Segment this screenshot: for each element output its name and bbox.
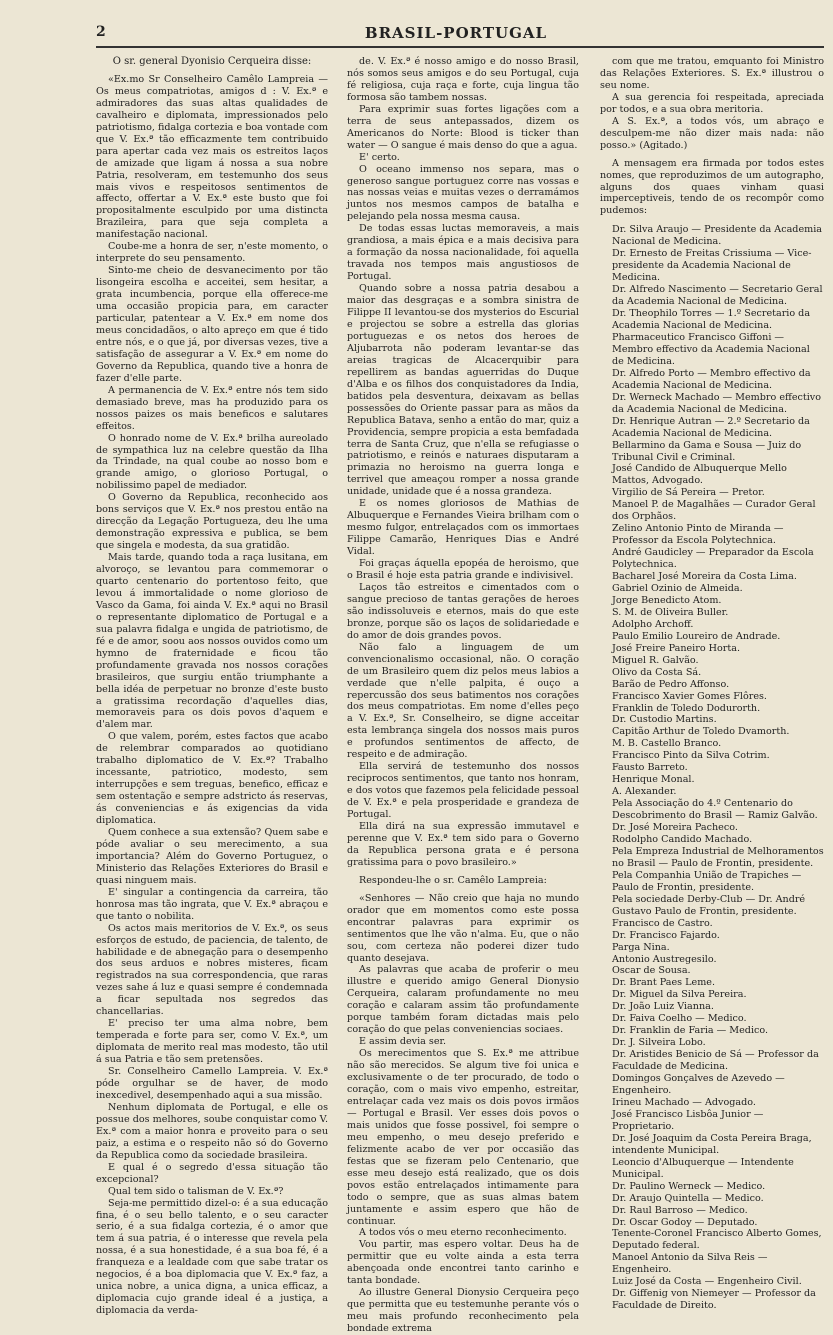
column-1 <box>96 56 328 1317</box>
signatory-entry: Miguel R. Galvão. <box>612 654 699 666</box>
paragraph: O sr. general Dyonisio Cerqueira disse: <box>112 56 312 67</box>
paragraph: E qual é o segredo d'essa situação tão excepcional? <box>96 1161 328 1185</box>
paragraph: As palavras que acaba de proferir o meu illustre e querido amigo General Dionysio Cerqueira, calaram profundamente no meu coração e calaram assim tão profundamente porque também foram dictadas mais pelo coração do que pelas conveniencias sociaes. <box>347 964 579 1036</box>
signatory-entry: Dr. José Moreira Pacheco. <box>612 822 738 834</box>
signatory-entry: Fausto Barreto. <box>612 762 688 774</box>
paragraph: Quando sobre a nossa patria desabou a maior das desgraças e a sombra sinistra de Filippe II levantou-se dos mysterios do Escurial e projectou se sobre a estrella das glorias portuguezas e os netos dos heroes de Aljubarrota não poderam levantar-se das areias tragicas de Alcacerquibir para repellirem as bandas aguerridas do Duque d'Alba e os filhos dos conquistadores da India, batidos pela desventura, deixavam as bellas possessões do Oriente passar para as mãos da Republica Batava, senho a então do mar, quiz a Providencia, sempre propicia a esta bemfadada terra de Santa Cruz, que n'ella se refugiasse o patriotismo, e reinós e naturaes disputaram a primazia no heroismo na guerra longa e terrivel que ameaçou romper a nossa grande unidade, unidade que é a nossa grandeza. <box>347 283 579 498</box>
paragraph: A permanencia de V. Ex.ª entre nós tem sido demasiado breve, mas ha produzido para os nossos paizes os mais beneficos e salutares effeitos. <box>96 384 328 432</box>
signatory-entry: Capitão Arthur de Toledo Dvamorth. <box>612 726 790 738</box>
signatory-entry: Dr. J. Silveira Lobo. <box>612 1037 706 1049</box>
paragraph: com que me tratou, emquanto foi Ministro das Relações Exteriores. S. Ex.ª illustrou o seu nome. <box>600 56 824 91</box>
paragraph: A mensagem era firmada por todos estes nomes, que reproduzimos de um autographo, alguns dos quaes vinham quasi imperceptiveis, tendo de os recompôr como pudemos: <box>600 157 824 217</box>
signatory-entry: Francisco Pinto da Silva Cotrim. <box>612 750 770 762</box>
page-number: 2 <box>96 24 106 40</box>
signatory-entry: José Candido de Albuquerque Mello Mattos, Advogado. <box>612 463 787 487</box>
signatory-entry: Francisco de Castro. <box>612 917 713 929</box>
signatory-entry: Henrique Monal. <box>612 774 695 786</box>
paragraph: Sr. Conselheiro Camello Lampreia. V. Ex.ª póde orgulhar se de haver, de modo inexcedivel, desempenhado aqui a sua missão. <box>96 1066 328 1101</box>
paragraph: Respondeu-lhe o sr. Camêlo Lampreia: <box>359 874 547 886</box>
signatory-entry: Bacharel José Moreira da Costa Lima. <box>612 571 797 583</box>
paragraph: Os actos mais meritorios de V. Ex.ª, os seus esforços de estudo, de paciencia, de talento, de habilidade e de abnegação para o desempenho dos seus arduos e nobres misteres, ficam registrados na sua correspondencia, que raras vezes sahe á luz e quasi sempre é condemnada a ficar sepultada nos segredos das chancellarias. <box>96 922 328 1018</box>
signatory-entry: Irineu Machado — Advogado. <box>612 1096 756 1108</box>
paragraph: Laços tão estreitos e cimentados com o sangue precioso de tantas gerações de heroes são indissoluveis e eternos, mais do que este bronze, porque são os laços de solidariedade e do amor de dois grandes povos. <box>347 581 579 641</box>
signatory-entry: Parga Nina. <box>612 941 670 953</box>
signatory-entry: Antonio Austregesilo. <box>612 953 717 965</box>
paragraph: E' preciso ter uma alma nobre, bem temperada e forte para ser, como V. Ex.ª, um diplomata de merito real mas modesto, tão util á sua Patria e tão sem pretensões. <box>96 1018 328 1066</box>
paragraph: Ella dirá na sua expressão immutavel e perenne que V. Ex.ª tem sido para o Governo da Republica persona grata e é persona gratissima para o povo brasileiro.» <box>347 821 579 868</box>
paragraph: Mais tarde, quando toda a raça lusitana, em alvoroço, se levantou para commemorar o quarto centenario do portentoso feito, que levou á immortalidade o nome glorioso de Vasco da Gama, foi ainda V. Ex.ª aqui no Brasil o representante diplomatico de Portugal e a sua palavra fidalga e ungida de patriotismo, de fé e de amor, soou aos nossos ouvidos como um hymno de fraternidade e ficou tão profundamente gravada nos nossos corações brasileiros, que surgiu então triumphante a bella idéa de perpetuar no bronze d'este busto a gratissima recordação d'aquelles dias, memoraveis para os dois povos d'aquem e d'alem mar. <box>96 552 328 731</box>
signatory-entry: Pharmaceutico Francisco Giffoni — Membro effectivo da Academia Nacional de Medicina. <box>612 331 810 367</box>
signatory-entry: Dr. Paulino Werneck — Medico. <box>612 1180 766 1192</box>
signatory-entry: Dr. Silva Araujo — Presidente da Academia Nacional de Medicina. <box>612 224 823 248</box>
signatory-entry: Dr. Faiva Coelho — Medico. <box>612 1013 747 1025</box>
paragraph: Foi graças áquella epopéa de heroismo, que o Brasil é hoje esta patria grande e indivisivel. <box>347 558 579 581</box>
signatory-entry: Dr. Custodio Martins. <box>612 714 717 726</box>
signatory-entry: Bellarmino da Gama e Sousa — Juiz do Tribunal Civil e Criminal. <box>612 439 802 463</box>
paragraph: Coube-me a honra de ser, n'este momento, o interprete do seu pensamento. <box>96 241 328 265</box>
signatory-entry: S. M. de Oliveira Buller. <box>612 606 729 618</box>
signatory-entry: Franklin de Toledo Dodurorth. <box>612 702 761 714</box>
paragraph: E' certo. <box>359 151 400 163</box>
signatory-entry: Pela Companhia União de Trapiches — Paulo de Frontin, presidente. <box>612 869 802 893</box>
signatory-entry: Paulo Emilio Loureiro de Andrade. <box>612 630 781 642</box>
signatory-entry: Adolpho Archoff. <box>612 618 694 630</box>
column-3 <box>600 56 824 1312</box>
paragraph: O honrado nome de V. Ex.ª brilha aureolado de sympathica luz na celebre questão da Ilha da Trindade, na qual coube ao nosso bom e grande amigo, o glorioso Portugal, o nobilissimo papel de mediador. <box>96 432 328 492</box>
paragraph: Os merecimentos que S. Ex.ª me attribue não são merecidos. Se algum tive foi unica e exclusivamente o de ter procurado, de todo o coração, com o mais vivo empenho, estreitar, entrelaçar cada vez mais os dois povos irmãos — Portugal e Brasil. Ver esses dois povos o mais unidos que fosse possivel, foi sempre o meu empenho, o meu desejo preferido e felizmente acabo de ver por occasião das festas que se fizeram pelo Centenario, que esse meu desejo está realizado, que os dois povos estão entrelaçados intimamente para todo o sempre, que as suas almas batem juntamente e assim espero que hão de continuar. <box>347 1048 579 1227</box>
paragraph: Para exprimir suas fortes ligações com a terra de seus antepassados, dizem os Americanos do Norte: Blood is ticker than water — O sangue é mais denso do que a agua. <box>347 103 579 151</box>
signatory-entry: Dr. Araujo Quintella — Medico. <box>612 1192 764 1204</box>
signatory-entry: Dr. Henrique Autran — 2.º Secretario da Academia Nacional de Medicina. <box>612 415 810 439</box>
paragraph: O Governo da Republica, reconhecido aos bons serviços que V. Ex.ª nos prestou então na direcção da Legação Portugueza, deu lhe uma demonstração expressiva e publica, se bem que singela e modesta, da sua gratidão. <box>96 492 328 552</box>
paragraph: E' singular a contingencia da carreira, tão honrosa mas tão ingrata, que V. Ex.ª abraçou e que tanto o nobilita. <box>96 886 328 922</box>
signatory-entry: Dr. Theophilo Torres — 1.º Secretario da Academia Nacional de Medicina. <box>612 308 811 332</box>
signatory-entry: Pela sociedade Derby-Club — Dr. André Gustavo Paulo de Frontin, presidente. <box>612 893 806 917</box>
signatory-entry: Dr. Miguel da Silva Pereira. <box>612 989 747 1001</box>
signatory-entry: Dr. Aristides Benicio de Sá — Professor da Faculdade de Medicina. <box>612 1049 819 1073</box>
signatory-entry: Dr. João Luiz Vianna. <box>612 1001 714 1013</box>
paragraph: Qual tem sido o talisman de V. Ex.ª? <box>108 1185 284 1197</box>
signatory-entry: Leoncio d'Albuquerque — Intendente Municipal. <box>612 1156 794 1180</box>
signatory-entry: Tenente-Coronel Francisco Alberto Gomes, Deputado federal. <box>612 1228 822 1252</box>
signatory-entry: Dr. Werneck Machado — Membro effectivo da Academia Nacional de Medicina. <box>612 391 821 415</box>
signatory-entry: Dr. Franklin de Faria — Medico. <box>612 1025 769 1037</box>
paragraph: E assim devia ser. <box>359 1036 447 1048</box>
paragraph: Vou partir, mas espero voltar. Deus ha de permittir que eu volte ainda a esta terra abençoada onde encontrei tanto carinho e tanta bondade. <box>347 1239 579 1287</box>
masthead-title: BRASIL-PORTUGAL <box>364 24 548 42</box>
paragraph: A todos vós o meu eterno reconhecimento. <box>359 1227 567 1239</box>
header-rule <box>96 46 824 48</box>
paragraph: de. V. Ex.ª é nosso amigo e do nosso Brasil, nós somos seus amigos e do seu Portugal, cuja fé religiosa, cuja raça e forte, cuja lingua tão formosa são tambem nossas. <box>347 56 579 103</box>
signatory-entry: Domingos Gonçalves de Azevedo — Engenheiro. <box>612 1073 785 1097</box>
signatory-entry: Pela Empreza Industrial de Melhoramentos no Brasil — Paulo de Frontin, presidente. <box>612 845 824 869</box>
signatory-entry: Dr. Raul Barroso — Medico. <box>612 1204 748 1216</box>
signatory-entry: Zelino Antonio Pinto de Miranda — Professor da Escola Polytechnica. <box>612 523 784 547</box>
signatory-entry: Oscar de Sousa. <box>612 965 691 977</box>
signatory-entry: Dr. Francisco Fajardo. <box>612 929 720 941</box>
signatory-entry: Barão de Pedro Affonso. <box>612 678 730 690</box>
signatory-entry: Gabriel Ozinio de Almeida. <box>612 582 743 594</box>
column-2 <box>347 56 579 1335</box>
paragraph: «Ex.mo Sr Conselheiro Camêlo Lampreia — Os meus compatriotas, amigos d : V. Ex.ª e admiradores das suas altas qualidades de cavalheiro e diplomata, impressionados pelo patriotismo, fidalga cortezia e boa vontade com que V. Ex.ª tão efficazmente tem contribuido para apertar cada vez mais os estreitos laços de amizade que ligam á nossa a sua nobre Patria, resolveram, em testemunho dos seus mais vivos e respeitosos sentimentos de affecto, offertar a V. Ex.ª este busto que foi propositalmente esculpido por uma distincta Brazileira, para que seja completa a manifestação nacional. <box>96 73 328 241</box>
signatory-entry: José Francisco Lisbôa Junior — Proprietario. <box>612 1108 764 1132</box>
signatory-entry: Jorge Benedicto Atom. <box>612 594 722 606</box>
signatory-entry: Dr. Giffenig von Niemeyer — Professor da Faculdade de Direito. <box>612 1288 816 1312</box>
paragraph: De todas essas luctas memoraveis, a mais grandiosa, a mais épica e a mais decisiva para a formação da nossa nacionalidade, foi aquella travada nos tempos mais angustiosos de Portugal. <box>347 223 579 283</box>
signatory-entry: Francisco Xavier Gomes Flôres. <box>612 690 767 702</box>
signatory-entry: Rodolpho Candido Machado. <box>612 834 753 845</box>
paragraph: A sua gerencia foi respeitada, apreciada por todos, e a sua obra meritoria. <box>600 91 824 115</box>
paragraph: Nenhum diplomata de Portugal, e elle os possue dos melhores, soube conquistar como V. Ex.ª com a maior honra e proveito para o seu paiz, a estima e o respeito não só do Governo da Republica como da sociedade brasileira. <box>96 1101 328 1161</box>
signatory-entry: Dr. Ernesto de Freitas Crissiuma — Vice-presidente da Academia Nacional de Medicina. <box>612 248 812 284</box>
signatory-entry: M. B. Castello Branco. <box>612 738 722 750</box>
signatory-entry: José Freire Paneiro Horta. <box>612 642 741 654</box>
signatory-entry: Manoel P. de Magalhães — Curador Geral dos Orphãos. <box>612 499 816 523</box>
signatory-entry: Dr. Brant Paes Leme. <box>612 977 716 989</box>
paragraph: Sinto-me cheio de desvanecimento por tão lisongeira escolha e acceitei, sem hesitar, a grata incumbencia, porque ella offerece-me uma occasião propicia para, em caracter particular, patentear a V. Ex.ª em nome dos meus concidadãos, o alto apreço em que é tido entre nós, e o que já, por diversas vezes, tive a satisfação de assegurar a V. Ex.ª em nome do Governo da Republica, quando tive a honra de fazer d'elle parte. <box>96 265 328 384</box>
page-header <box>96 24 816 42</box>
signatory-entry: Virgilio de Sá Pereira — Pretor. <box>612 487 765 499</box>
signatory-entry: Dr. Alfredo Porto — Membro effectivo da Academia Nacional de Medicina. <box>612 367 811 391</box>
paragraph: Não falo a linguagem de um convencionalismo occasional, não. O coração de um Brasileiro quem diz pelos meus labios a verdade que n'elle palpita, é ouço a repercussão dos seus batimentos nos corações dos meus compatriotas. Em nome d'elles peço a V. Ex.ª, Sr. Conselheiro, se digne acceitar esta lembrança singela dos nossos mais puros e profundos sentimentos de affecto, de respeito e de admiração. <box>347 641 579 761</box>
paragraph: A S. Ex.ª, a todos vós, um abraço e desculpem-me não dizer mais nada: não posso.» (Agitado.) <box>600 115 824 151</box>
signatory-entry: Pela Associação do 4.º Centenario do Descobrimento do Brasil — Ramiz Galvão. <box>612 798 818 822</box>
paragraph: «Senhores — Não creio que haja no mundo orador que em momentos como este possa encontrar palavras para exprimir os sentimentos que lhe vão n'alma. Eu, que o não sou, com certeza não poderei dizer tudo quanto desejava. <box>347 892 579 964</box>
signatory-entry: André Gaudicley — Preparador da Escola Polytechnica. <box>612 547 814 571</box>
paragraph: Ella servirá de testemunho dos nossos reciprocos sentimentos, que tanto nos honram, e dos votos que fazemos pela felicidade pessoal de V. Ex.ª e pela prosperidade e grandeza de Portugal. <box>347 761 579 821</box>
signatory-entry: Dr. Alfredo Nascimento — Secretario Geral da Academia Nacional de Medicina. <box>612 284 823 308</box>
signatory-entry: Dr. Oscar Godoy — Deputado. <box>612 1216 758 1228</box>
paragraph: E os nomes gloriosos de Mathias de Albuquerque e Fernandes Vieira brilham com o mesmo fulgor, entrelaçados com os immortaes Filippe Camarão, Henriques Dias e André Vidal. <box>347 498 579 558</box>
paragraph: O que valem, porém, estes factos que acabo de relembrar comparados ao quotidiano trabalho diplomatico de V. Ex.ª? Trabalho incessante, patriotico, modesto, sem interrupções e sem treguas, benefico, efficaz e sem ostentação e sempre adstricto ás reservas, ás conveniencias e ás exigencias da vida diplomatica. <box>96 731 328 827</box>
signatory-entry: A. Alexander. <box>612 786 677 798</box>
signatory-entry: Luiz José da Costa — Engenheiro Civil. <box>612 1276 802 1288</box>
paragraph: O oceano immenso nos separa, mas o generoso sangue portuguez corre nas vossas e nas nossas veias e muitas vezes o derramámos juntos nos mesmos campos de batalha e pelejando pela nossa mesma causa. <box>347 163 579 223</box>
signatory-entry: Olivo da Costa Sá. <box>612 666 702 678</box>
paragraph: Seja-me permittido dizel-o: é a sua educação fina, é o seu bello talento, e o seu caracter serio, é a sua fidalga cortezia, é o amor que tem á sua patria, é o interesse que revela pela nossa, é a sua honestidade, é a sua boa fé, é a franqueza e a lealdade com que sabe tratar os negocios, é a boa diplomacia que V. Ex.ª faz, a unica nobre, a unica digna, a unica efficaz, a diplomacia cujo grande ideal é a justiça, a diplomacia da verda- <box>96 1197 328 1317</box>
signatory-entry: Manoel Antonio da Silva Reis — Engenheiro. <box>612 1252 768 1276</box>
paragraph: Quem conhece a sua extensão? Quem sabe e póde avaliar o seu merecimento, a sua importancia? Além do Governo Portuguez, o Ministerio das Relações Exteriores do Brasil e quasi ninguem mais. <box>96 827 328 886</box>
signatory-entry: Dr. José Joaquim da Costa Pereira Braga, intendente Municipal. <box>612 1132 812 1156</box>
paragraph: Ao illustre General Dionysio Cerqueira peço que permitta que eu testemunhe perante vós o meu mais profundo reconhecimento pela bondade extrema <box>347 1287 579 1335</box>
